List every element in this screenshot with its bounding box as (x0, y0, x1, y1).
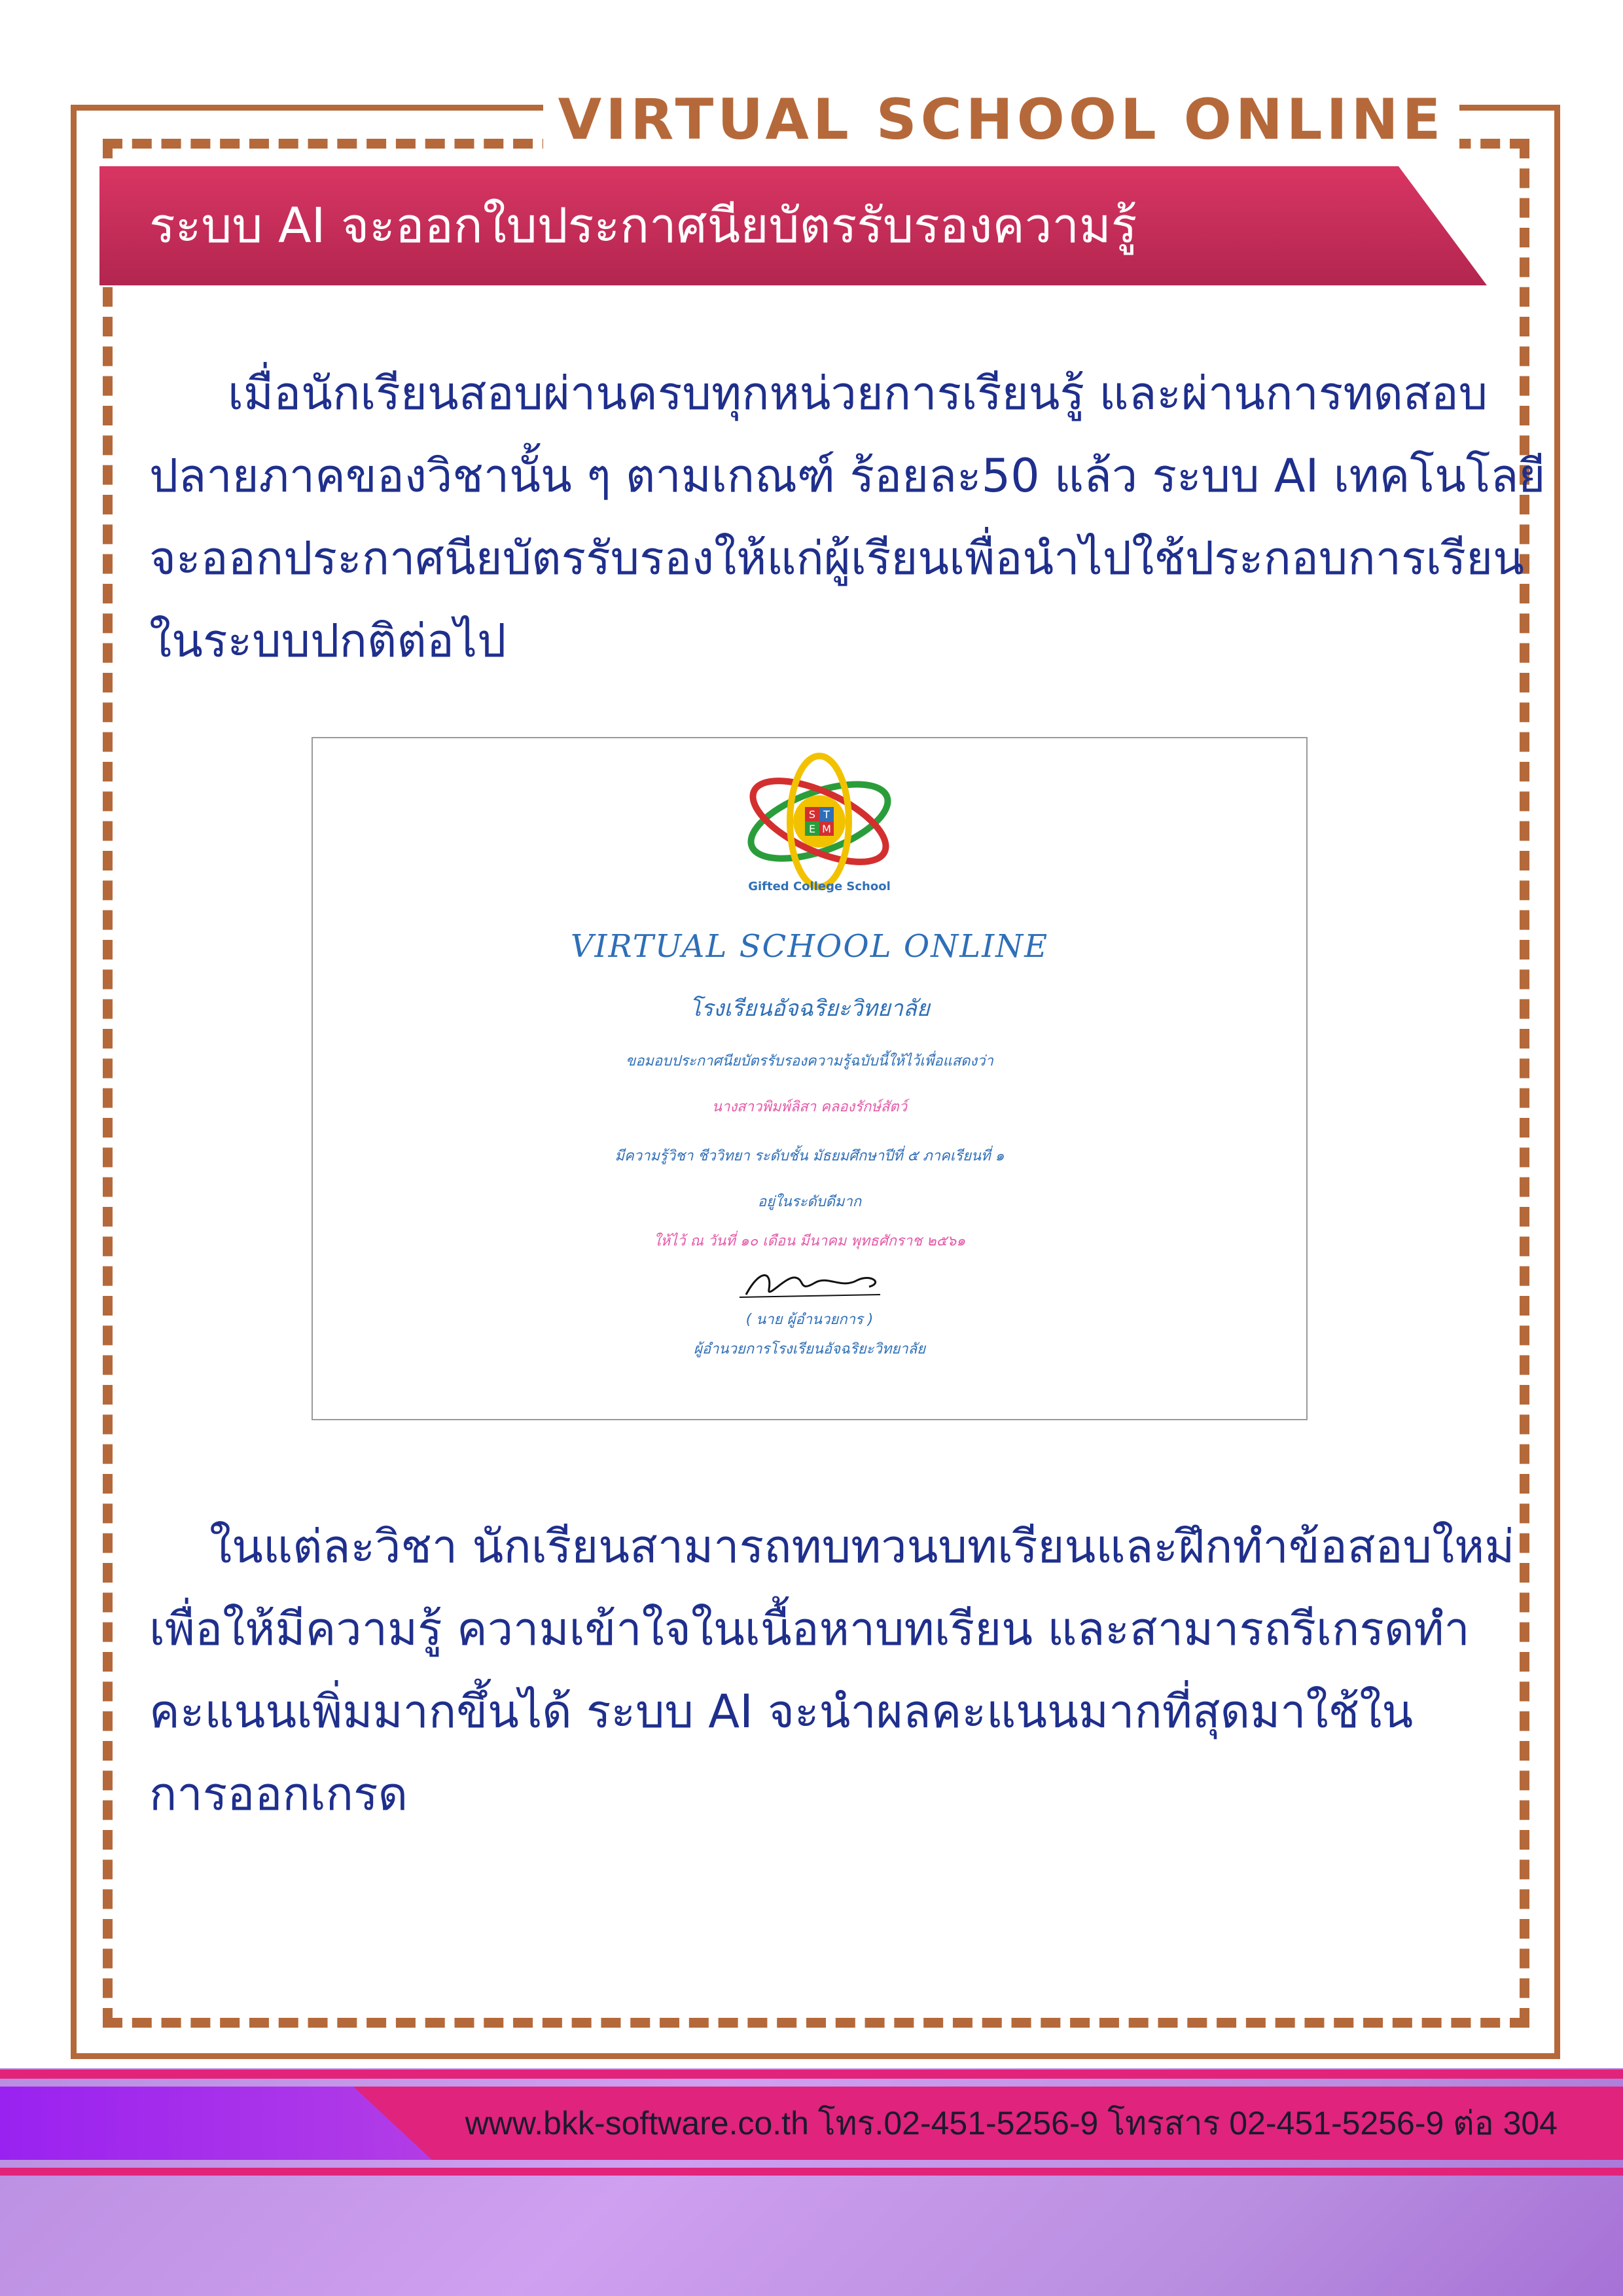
brand-title: VIRTUAL SCHOOL ONLINE (558, 87, 1445, 152)
certificate-title: VIRTUAL SCHOOL ONLINE (570, 928, 1049, 965)
signatory-title: ผู้อำนวยการโรงเรียนอัจฉริยะวิทยาลัย (694, 1341, 925, 1357)
footer-divider (0, 2070, 1623, 2079)
certificate-image (312, 737, 1308, 1420)
signatory-name: ( นาย ผู้อำนวยการ ) (745, 1312, 874, 1328)
certificate-award-line: ขอมอบประกาศนียบัตรรับรองความรู้ฉบับนี้ให้ไว้เพื่อแสดงว่า (626, 1053, 993, 1069)
svg-text:M: M (822, 823, 831, 835)
certificate-level-line: อยู่ในระดับดีมาก (757, 1194, 862, 1210)
svg-text:T: T (823, 808, 830, 821)
svg-text:S: S (808, 808, 816, 821)
intro-paragraph (149, 352, 1546, 682)
second-line: คะแนนเพิ่มมากขึ้นได้ ระบบ AI จะนำผลคะแนนมากที่สุดมาใช้ใน (149, 1685, 1414, 1738)
intro-line: จะออกประกาศนียบัตรรับรองให้แก่ผู้เรียนเพื่อนำไปใช้ประกอบการเรียน (149, 531, 1525, 585)
certificate-date-line: ให้ไว้ ณ วันที่ ๑๐ เดือน มีนาคม พุทธศักราช ๒๕๖๑ (653, 1233, 966, 1249)
certificate-recipient: นางสาวพิมพ์ลิสา คลองรักษ์สัตว์ (712, 1099, 907, 1115)
certificate-subject-line: มีความรู้วิชา ชีววิทยา ระดับชั้น มัธยมศึกษาปีที่ ๕ ภาคเรียนที่ ๑ (615, 1148, 1005, 1164)
banner-title: ระบบ AI จะออกใบประกาศนียบัตรรับรองความรู้ (149, 198, 1137, 254)
second-paragraph (149, 1505, 1515, 1835)
footer-divider (0, 2168, 1623, 2176)
signature-icon (707, 1263, 910, 1302)
second-line: การออกเกรด (149, 1767, 408, 1821)
intro-line: ปลายภาคของวิชานั้น ๆ ตามเกณฑ์ ร้อยละ50 แล้ว ระบบ AI เทคโนโลยี (149, 449, 1546, 503)
stem-logo-icon (728, 753, 911, 903)
second-line: ในแต่ละวิชา นักเรียนสามารถทบทวนบทเรียนและฝึกทำข้อสอบใหม่ (209, 1520, 1515, 1573)
intro-line: เมื่อนักเรียนสอบผ่านครบทุกหน่วยการเรียนรู้ และผ่านการทดสอบ (228, 367, 1488, 420)
second-line: เพื่อให้มีความรู้ ความเข้าใจในเนื้อหาบทเรียน และสามารถรีเกรดทำ (149, 1602, 1470, 1656)
svg-text:Gifted College School: Gifted College School (748, 880, 891, 893)
certificate-school: โรงเรียนอัจฉริยะวิทยาลัย (689, 996, 930, 1022)
intro-line: ในระบบปกติต่อไป (149, 614, 507, 668)
svg-text:E: E (808, 823, 816, 835)
footer-contact: www.bkk-software.co.th โทร.02-451-5256-9 โทรสาร 02-451-5256-9 ต่อ 304 (465, 2105, 1558, 2142)
